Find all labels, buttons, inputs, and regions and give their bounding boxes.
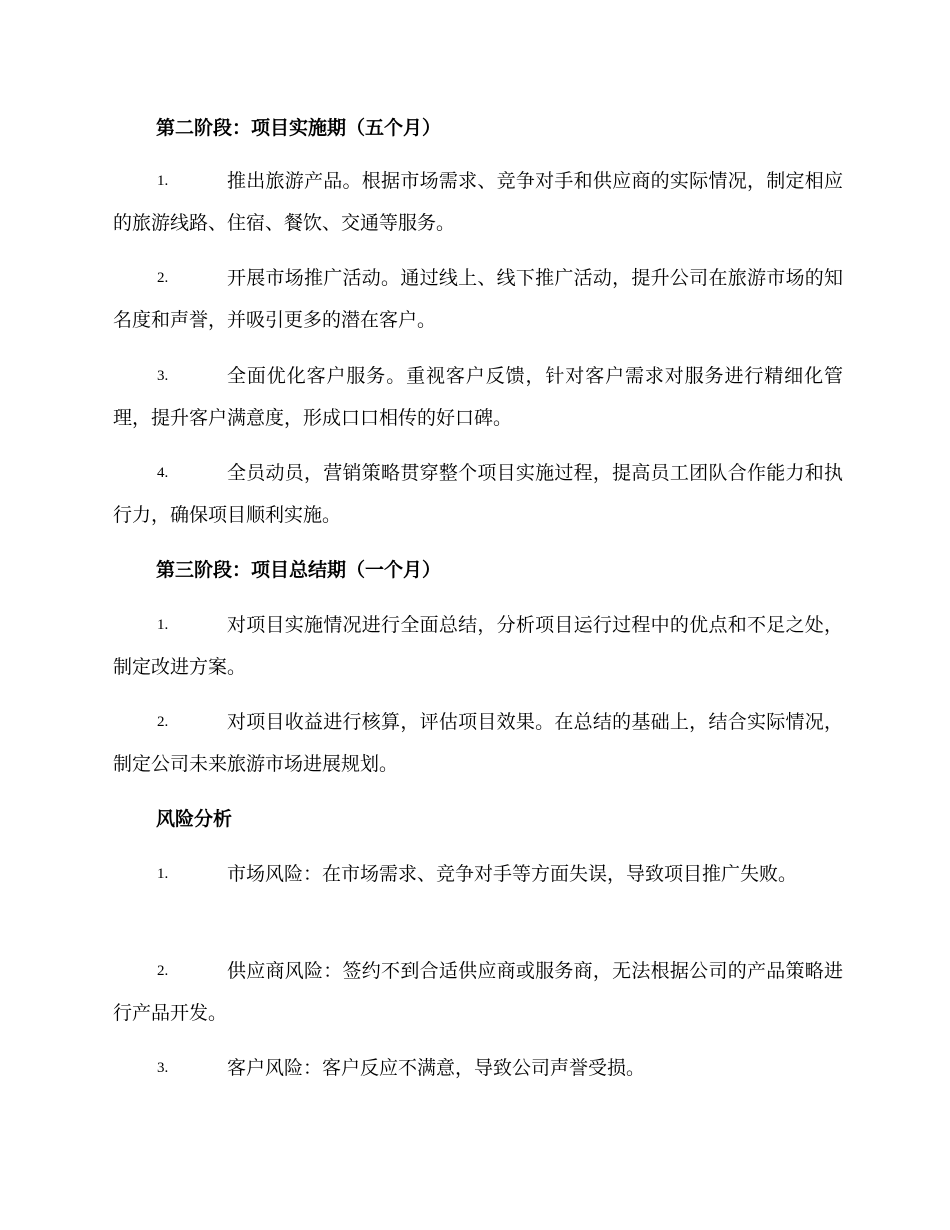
list-item-text: 对项目收益进行核算，评估项目效果。在总结的基础上，结合实际情况，制定公司未来旅游市场进展规划。 [113, 711, 843, 775]
list-item [113, 1047, 843, 1089]
list-item-text: 全员动员，营销策略贯穿整个项目实施过程，提高员工团队合作能力和执行力，确保项目顺利实施。 [113, 462, 843, 526]
section-heading-phase-three: 第三阶段：项目总结期（一个月） [156, 559, 442, 581]
list-item-number: 2. [157, 963, 169, 979]
list-item-number: 4. [157, 465, 169, 481]
list-item [113, 160, 843, 244]
section-heading-risk-analysis: 风险分析 [156, 808, 233, 830]
list-item [113, 257, 843, 341]
list-item-text: 对项目实施情况进行全面总结，分析项目运行过程中的优点和不足之处，制定改进方案。 [113, 614, 843, 678]
list-item-number: 3. [157, 1060, 169, 1076]
list-item [113, 950, 843, 1034]
list-item-number: 1. [157, 617, 169, 633]
list-item-number: 2. [157, 270, 169, 286]
list-item-text: 客户风险：客户反应不满意，导致公司声誉受损。 [227, 1057, 646, 1079]
list-item-number: 3. [157, 368, 169, 384]
list-item-number: 1. [157, 866, 169, 882]
list-item-text: 推出旅游产品。根据市场需求、竞争对手和供应商的实际情况，制定相应的旅游线路、住宿、餐饮、交通等服务。 [113, 170, 843, 234]
list-item [113, 853, 843, 895]
list-item [113, 701, 843, 785]
list-item-number: 1. [157, 173, 169, 189]
list-item-number: 2. [157, 714, 169, 730]
list-item-text: 全面优化客户服务。重视客户反馈，针对客户需求对服务进行精细化管理，提升客户满意度，形成口口相传的好口碑。 [113, 365, 843, 429]
list-item [113, 452, 843, 536]
list-item-text: 供应商风险：签约不到合适供应商或服务商，无法根据公司的产品策略进行产品开发。 [113, 960, 843, 1024]
list-item [113, 604, 843, 688]
list-item-text: 市场风险：在市场需求、竞争对手等方面失误，导致项目推广失败。 [227, 863, 798, 885]
list-item-text: 开展市场推广活动。通过线上、线下推广活动，提升公司在旅游市场的知名度和声誉，并吸引更多的潜在客户。 [113, 267, 843, 331]
list-item [113, 355, 843, 439]
section-heading-phase-two: 第二阶段：项目实施期（五个月） [156, 117, 442, 139]
